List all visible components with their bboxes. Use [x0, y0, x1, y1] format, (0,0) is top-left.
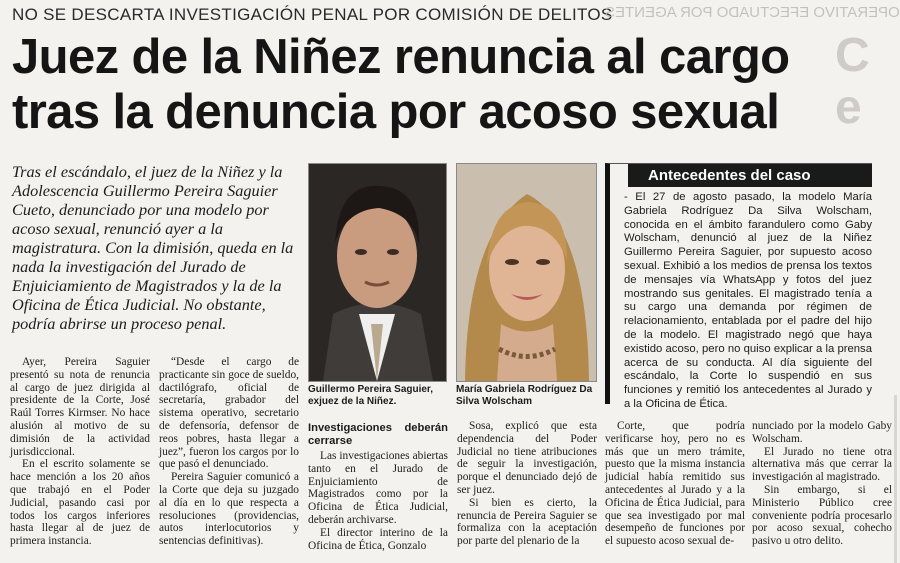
article-paragraph: El Jurado no tiene otra alternativa más que cerrar la investigación al magistrado.	[752, 445, 892, 484]
model-portrait-illustration	[457, 164, 596, 381]
lead-paragraph: Tras el escándalo, el juez de la Niñez y la Adolescencia Guillermo Pereira Saguier Cueto, denunciado por una modelo por acoso sexual, renunció ayer a la magistratura. Con la dimisión, queda en la nada la investigación del Jurado de Enjuiciamiento de Magistrados y la de la Oficina de Ética Judicial. No obstante, podría abrirse un proceso penal.	[12, 162, 294, 333]
article-subhead: Investigaciones deberán cerrarse	[308, 422, 448, 447]
kicker-headline: NO SE DESCARTA INVESTIGACIÓN PENAL POR COMISIÓN DE DELITOS	[12, 5, 613, 24]
article-paragraph: El director interino de la Oficina de Ética, Gonzalo	[308, 526, 448, 552]
photo-caption-model: María Gabriela Rodríguez Da Silva Wolscham	[456, 384, 593, 407]
sidebar-box	[605, 163, 872, 410]
judge-portrait-illustration	[309, 164, 446, 381]
article-paragraph: “Desde el cargo de practicante sin goce de sueldo, dactilógrafo, oficial de secretaría, grabador del sistema operativo, secretario de defensoría, defensor de reos pobres, hasta llegar a juez”, fueron los cargos por lo que pasó el denunciado.	[159, 356, 299, 471]
article-paragraph: Las investigaciones abiertas tanto en el Jurado de Enjuiciamiento de Magistrados como por la Oficina de Ética Judicial, deberán archivarse.	[308, 450, 448, 526]
photo-model	[456, 163, 597, 382]
page-edge-rule	[894, 395, 897, 563]
bleed-through-decoration: C e	[835, 29, 870, 134]
photo-caption-judge: Guillermo Pereira Saguier, exjuez de la Niñez.	[308, 384, 434, 407]
article-paragraph: Corte, que podría verificarse hoy, pero no es más que un mero trámite, puesto que la misma instancia judicial había remitido sus antecedentes al Jurado y a la Oficina de Ética Judicial, para que sea investigado por mal desempeño de funciones por el supuesto acoso sexual de-	[605, 420, 745, 548]
sidebar-title: Antecedentes del caso	[628, 164, 872, 187]
article-column-6	[752, 420, 892, 548]
article-column-2	[159, 356, 299, 548]
article-column-4	[457, 420, 597, 548]
sidebar-body: - El 27 de agosto pasado, la modelo María Gabriela Rodríguez Da Silva Wolscham, conocida en el ámbito farandulero como Gaby Wolscham, denunció al juez de la Niñez Guillermo Pereira Saguier, por supuesto acoso sexual. Exhibió a los medios de prensa los textos de mensajes vía WhatsApp y fotos del juez mostrando sus genitales. El magistrado tenía a su cargo una demanda por régimen de relacionamiento, entablada por el padre del hijo de la modelo. El magistrado negó que haya existido acoso, pero no quiso explicar a la prensa acerca de su conducta. Al día siguiente del escándalo, la Corte lo suspendió en sus funciones y remitió los antecedentes al Jurado y a la Oficina de Ética.	[624, 191, 872, 410]
article-paragraph: Sosa, explicó que esta dependencia del Poder Judicial no tiene atribuciones de seguir la investigación, porque el denunciado dejó de ser juez.	[457, 420, 597, 496]
main-headline: Juez de la Niñez renuncia al cargo tras la denuncia por acoso sexual	[12, 30, 790, 139]
article-paragraph: Pereira Saguier comunicó a la Corte que deja su juzgado al día en lo que respecta a resoluciones (providencias, autos interlocutorios y sentencias definitivas).	[159, 471, 299, 548]
article-paragraph: Ayer, Pereira Saguier presentó su nota de renuncia al cargo de juez dirigida al presidente de la Corte, José Raúl Torres Kirmser. No hace alusión al motivo de su dimisión de la actividad jurisdiccional.	[10, 356, 150, 458]
article-column-3	[308, 420, 448, 552]
article-column-1	[10, 356, 150, 548]
article-paragraph: nunciado por la modelo Gaby Wolscham.	[752, 420, 892, 445]
article-paragraph: Si bien es cierto, la renuncia de Pereira Saguier se formaliza con la aceptación por parte del plenario de la	[457, 496, 597, 548]
article-paragraph: En el escrito solamente se hace mención a los 20 años que trabajó en el Poder Judicial, pasando casi por todos los cargos inferiores hasta llegar al de juez de primera instancia.	[10, 458, 150, 548]
photo-judge	[308, 163, 447, 382]
article-column-5	[605, 420, 745, 548]
article-paragraph: Sin embargo, si el Ministerio Público cree conveniente podría procesarlo por acoso sexual, cohecho pasivo u otro delito.	[752, 483, 892, 548]
bleed-through-text: OPERATIVO EFECTUADO POR AGENTES	[605, 4, 900, 21]
